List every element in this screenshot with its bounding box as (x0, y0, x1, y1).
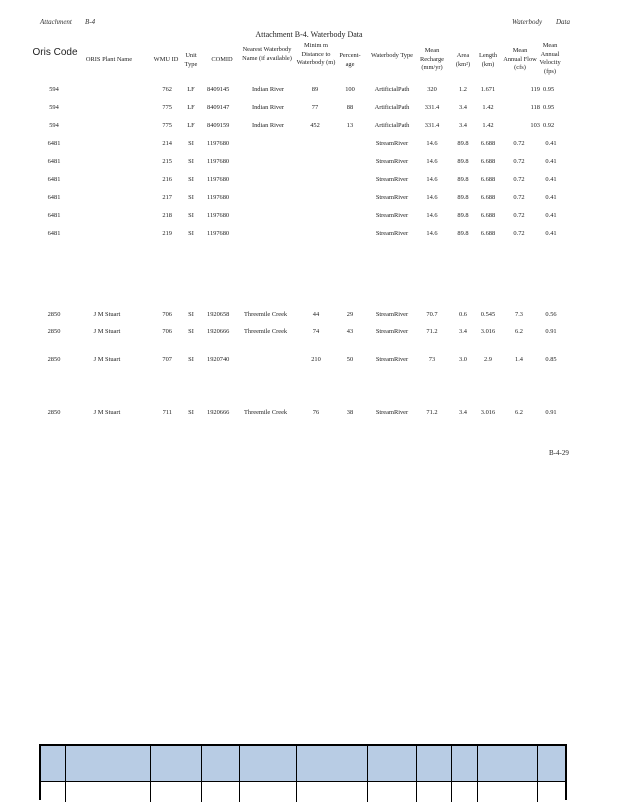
cell-min-distance: 210 (311, 356, 321, 363)
cell-percentage: 100 (345, 86, 355, 93)
cell-unit-type: LF (187, 122, 195, 129)
cell-length: 1.42 (482, 104, 494, 111)
cell-plant-name: J M Stuart (93, 328, 121, 335)
col-header-mean-annual-flow: Mean Annual Flow (cfs) (503, 47, 537, 72)
cell-waterbody-type: StreamRiver (375, 194, 409, 201)
cell-oris-code: 6481 (47, 230, 61, 237)
cell-percentage: 38 (346, 409, 354, 416)
cell-area: 1.2 (459, 86, 467, 93)
cell-area: 89.8 (457, 212, 469, 219)
cell-comid: 1197680 (207, 230, 230, 237)
cell-waterbody-type: ArtificialPath (374, 122, 410, 129)
cell-waterbody-name: Threemile Creek (244, 409, 288, 416)
col-header-length: Length (km) (478, 52, 498, 68)
cell-waterbody-name: Indian River (251, 104, 285, 111)
cell-mean-annual-flow: 6.2 (515, 409, 523, 416)
cell-plant-name: J M Stuart (93, 356, 121, 363)
cell-area: 89.8 (457, 176, 469, 183)
cell-length: 6.688 (480, 176, 496, 183)
cell-wmu-id: 711 (162, 409, 172, 416)
cell-mean-annual-flow: 103 (530, 122, 540, 129)
cell-mean-annual-velocity: 0.41 (545, 212, 557, 219)
cell-area: 89.8 (457, 194, 469, 201)
cell-mean-annual-velocity: 0.91 (545, 328, 557, 335)
cell-length: 2.9 (484, 356, 492, 363)
cell-oris-code: 6481 (47, 212, 61, 219)
cell-comid: 1920740 (207, 356, 230, 363)
cell-unit-type: SI (188, 356, 194, 363)
header-left-code: B-4 (85, 18, 96, 26)
table-column-divider (201, 746, 202, 802)
cell-mean-annual-velocity: 0.95 (543, 86, 555, 93)
cell-oris-code: 594 (49, 122, 59, 129)
cell-oris-code: 594 (49, 86, 59, 93)
cell-mean-recharge: 331.4 (424, 104, 440, 111)
cell-mean-annual-flow: 0.72 (513, 194, 525, 201)
table-column-divider (416, 746, 417, 802)
cell-comid: 1197680 (207, 194, 230, 201)
col-header-unit-type: Unit Type (184, 52, 198, 68)
cell-length: 3.016 (480, 328, 496, 335)
cell-length: 6.688 (480, 140, 496, 147)
cell-oris-code: 6481 (47, 158, 61, 165)
cell-mean-annual-flow: 0.72 (513, 230, 525, 237)
cell-mean-annual-velocity: 0.91 (545, 409, 557, 416)
cell-oris-code: 594 (49, 104, 59, 111)
cell-plant-name: J M Stuart (93, 409, 121, 416)
cell-min-distance: 77 (311, 104, 319, 111)
cell-mean-recharge: 71.2 (426, 409, 438, 416)
cell-mean-annual-flow: 118 (530, 104, 540, 111)
cell-length: 6.688 (480, 230, 496, 237)
cell-waterbody-name: Threemile Creek (244, 328, 288, 335)
cell-percentage: 13 (346, 122, 354, 129)
document-title: Attachment B-4. Waterbody Data (255, 30, 363, 39)
cell-mean-annual-flow: 0.72 (513, 212, 525, 219)
cell-mean-recharge: 71.2 (426, 328, 438, 335)
cell-waterbody-type: StreamRiver (375, 328, 409, 335)
cell-waterbody-type: ArtificialPath (374, 86, 410, 93)
cell-unit-type: SI (188, 158, 194, 165)
cell-area: 89.8 (457, 158, 469, 165)
cell-mean-annual-velocity: 0.56 (545, 311, 557, 318)
cell-wmu-id: 707 (162, 356, 172, 363)
cell-mean-annual-velocity: 0.41 (545, 140, 557, 147)
cell-percentage: 88 (346, 104, 354, 111)
cell-comid: 1920658 (207, 311, 230, 318)
table-column-divider (367, 746, 368, 802)
cell-unit-type: SI (188, 311, 194, 318)
cell-waterbody-type: StreamRiver (375, 212, 409, 219)
cell-waterbody-name: Indian River (251, 122, 285, 129)
cell-mean-recharge: 331.4 (424, 122, 440, 129)
cell-mean-annual-velocity: 0.41 (545, 176, 557, 183)
table-column-divider (239, 746, 240, 802)
cell-area: 89.8 (457, 230, 469, 237)
cell-min-distance: 452 (310, 122, 320, 129)
table-column-divider (150, 746, 151, 802)
cell-mean-recharge: 320 (427, 86, 437, 93)
cell-mean-annual-velocity: 0.92 (543, 122, 555, 129)
cell-mean-recharge: 73 (428, 356, 436, 363)
cell-waterbody-type: StreamRiver (375, 311, 409, 318)
cell-oris-code: 6481 (47, 176, 61, 183)
cell-comid: 1197680 (207, 176, 230, 183)
page-number: B-4-29 (549, 449, 569, 457)
cell-wmu-id: 218 (162, 212, 172, 219)
next-page-table-header (39, 744, 567, 800)
cell-min-distance: 74 (312, 328, 320, 335)
cell-waterbody-name: Threemile Creek (244, 311, 288, 318)
cell-comid: 8409145 (207, 86, 230, 93)
cell-mean-annual-flow: 0.72 (513, 140, 525, 147)
cell-percentage: 50 (346, 356, 354, 363)
cell-mean-annual-flow: 0.72 (513, 158, 525, 165)
cell-percentage: 29 (346, 311, 354, 318)
col-header-oris-code: Oris Code (32, 47, 78, 58)
cell-length: 6.688 (480, 212, 496, 219)
table-header-band (41, 746, 565, 782)
col-header-percentage: Percent- age (339, 52, 361, 68)
cell-mean-recharge: 14.6 (426, 212, 438, 219)
cell-comid: 8409159 (207, 122, 230, 129)
cell-unit-type: SI (188, 409, 194, 416)
cell-area: 3.4 (459, 122, 467, 129)
header-right-code: Data (556, 18, 570, 26)
cell-oris-code: 2850 (47, 311, 61, 318)
col-header-mean-recharge: Mean Recharge (mm/yr) (419, 47, 444, 72)
cell-mean-annual-flow: 7.3 (515, 311, 523, 318)
col-header-area: Area (km²) (455, 52, 471, 68)
cell-mean-annual-velocity: 0.41 (545, 230, 557, 237)
cell-min-distance: 76 (312, 409, 320, 416)
cell-waterbody-type: StreamRiver (375, 140, 409, 147)
cell-unit-type: SI (188, 176, 194, 183)
cell-length: 6.688 (480, 194, 496, 201)
cell-comid: 1197680 (207, 158, 230, 165)
cell-unit-type: SI (188, 230, 194, 237)
cell-unit-type: SI (188, 212, 194, 219)
cell-wmu-id: 214 (162, 140, 172, 147)
cell-mean-annual-flow: 119 (530, 86, 540, 93)
cell-waterbody-type: StreamRiver (375, 409, 409, 416)
cell-mean-recharge: 14.6 (426, 158, 438, 165)
col-header-plant-name: ORIS Plant Name (85, 56, 133, 63)
header-right-label: Waterbody (512, 18, 543, 26)
col-header-waterbody-type: Waterbody Type (370, 52, 414, 59)
cell-mean-annual-flow: 6.2 (515, 328, 523, 335)
cell-mean-recharge: 14.6 (426, 176, 438, 183)
cell-comid: 1197680 (207, 140, 230, 147)
cell-unit-type: LF (187, 86, 195, 93)
col-header-wmu-id: WMU ID (153, 56, 179, 63)
cell-comid: 1920666 (207, 409, 230, 416)
cell-waterbody-type: ArtificialPath (374, 104, 410, 111)
cell-length: 1.671 (480, 86, 496, 93)
cell-comid: 1197680 (207, 212, 230, 219)
cell-waterbody-type: StreamRiver (375, 158, 409, 165)
cell-waterbody-name: Indian River (251, 86, 285, 93)
cell-oris-code: 6481 (47, 194, 61, 201)
cell-wmu-id: 775 (162, 104, 172, 111)
table-column-divider (477, 746, 478, 802)
cell-wmu-id: 217 (162, 194, 172, 201)
header-left-label: Attachment (40, 18, 72, 26)
cell-unit-type: SI (188, 194, 194, 201)
cell-area: 3.4 (459, 409, 467, 416)
cell-length: 3.016 (480, 409, 496, 416)
cell-wmu-id: 219 (162, 230, 172, 237)
cell-area: 3.4 (459, 104, 467, 111)
cell-mean-annual-velocity: 0.85 (545, 356, 557, 363)
cell-mean-annual-flow: 0.72 (513, 176, 525, 183)
cell-oris-code: 2850 (47, 356, 61, 363)
cell-comid: 8409147 (207, 104, 230, 111)
cell-area: 89.8 (457, 140, 469, 147)
col-header-nearest-waterbody: Nearest Waterbody Name (if available) (242, 46, 292, 62)
cell-comid: 1920666 (207, 328, 230, 335)
table-column-divider (451, 746, 452, 802)
cell-wmu-id: 762 (162, 86, 172, 93)
cell-plant-name: J M Stuart (93, 311, 121, 318)
cell-mean-annual-flow: 1.4 (515, 356, 523, 363)
cell-mean-annual-velocity: 0.41 (545, 158, 557, 165)
cell-unit-type: LF (187, 104, 195, 111)
cell-area: 3.0 (459, 356, 467, 363)
cell-min-distance: 89 (311, 86, 319, 93)
cell-length: 6.688 (480, 158, 496, 165)
col-header-min-distance: Minim m Distance to Waterbody (m) (296, 42, 336, 67)
cell-area: 3.4 (459, 328, 467, 335)
cell-waterbody-type: StreamRiver (375, 356, 409, 363)
cell-mean-recharge: 70.7 (426, 311, 438, 318)
cell-waterbody-type: StreamRiver (375, 230, 409, 237)
cell-mean-recharge: 14.6 (426, 194, 438, 201)
cell-wmu-id: 215 (162, 158, 172, 165)
cell-mean-annual-velocity: 0.41 (545, 194, 557, 201)
cell-wmu-id: 216 (162, 176, 172, 183)
col-header-comid: COMID (211, 56, 233, 63)
table-column-divider (65, 746, 66, 802)
cell-area: 0.6 (459, 311, 467, 318)
cell-mean-annual-velocity: 0.95 (543, 104, 555, 111)
cell-wmu-id: 706 (162, 328, 172, 335)
cell-mean-recharge: 14.6 (426, 140, 438, 147)
cell-wmu-id: 775 (162, 122, 172, 129)
col-header-mean-annual-velocity: Mean Annual Velocity (fps) (539, 42, 561, 75)
cell-unit-type: SI (188, 328, 194, 335)
cell-oris-code: 2850 (47, 328, 61, 335)
cell-length: 1.42 (482, 122, 494, 129)
table-column-divider (296, 746, 297, 802)
cell-oris-code: 6481 (47, 140, 61, 147)
cell-length: 0.545 (480, 311, 496, 318)
table-column-divider (537, 746, 538, 802)
cell-percentage: 43 (346, 328, 354, 335)
cell-oris-code: 2850 (47, 409, 61, 416)
cell-waterbody-type: StreamRiver (375, 176, 409, 183)
cell-min-distance: 44 (312, 311, 320, 318)
cell-unit-type: SI (188, 140, 194, 147)
cell-mean-recharge: 14.6 (426, 230, 438, 237)
cell-wmu-id: 706 (162, 311, 172, 318)
